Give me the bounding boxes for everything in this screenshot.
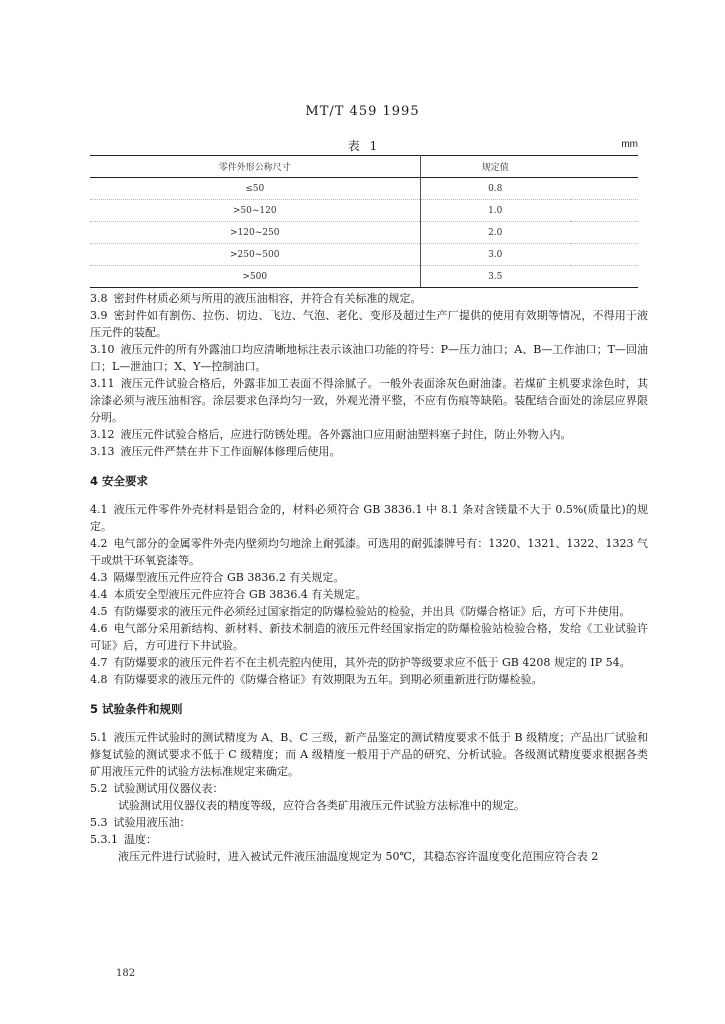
table-unit: mm — [621, 139, 638, 150]
clause-3-8: 3.8 密封件材质必须与所用的液压油相容，并符合有关标准的规定。 — [90, 292, 422, 305]
clause-5-2: 5.2 试验测试用仪器仪表： — [90, 782, 224, 795]
tolerance-table — [90, 155, 638, 288]
table-row — [90, 266, 638, 288]
table-cell-value: 0.8 — [420, 178, 570, 200]
clause-3-12: 3.12 液压元件试验合格后，应进行防锈处理。各外露油口应用耐油塑料塞子封住，防止外物入内。 — [90, 428, 572, 441]
standard-header: MT/T 459 1995 — [305, 104, 420, 119]
clause-4-7: 4.7 有防爆要求的液压元件若不在主机壳腔内使用，其外壳的防护等级要求应不低于 GB 4208 规定的 IP 54。 — [90, 656, 631, 669]
clause-4-2: 4.2 电气部分的金属零件外壳内壁须均匀地涂上耐弧漆。可选用的耐弧漆牌号有：1320、1321、1322、1323 气干或烘干环氧瓷漆等。 — [90, 537, 648, 567]
clause-4-6: 4.6 电气部分采用新结构、新材料、新技术制造的液压元件经国家指定的防爆检验站检验合格，发给《工业试验许可证》后，方可进行下井试验。 — [90, 622, 648, 652]
table-cell-value: 3.5 — [420, 266, 570, 288]
table-cell-size: ≤50 — [90, 178, 420, 200]
table-row — [90, 200, 638, 222]
table-cell-value: 3.0 — [420, 244, 570, 266]
clause-4-3: 4.3 隔爆型液压元件应符合 GB 3836.2 有关规定。 — [90, 571, 345, 584]
clause-4-1: 4.1 液压元件零件外壳材料是铝合金的，材料必须符合 GB 3836.1 中 8.1 条对含镁量不大于 0.5%(质量比)的规定。 — [90, 503, 648, 533]
table-cell-value: 1.0 — [420, 200, 570, 222]
table-cell-size: >50~120 — [90, 200, 420, 222]
clause-3-11: 3.11 液压元件试验合格后，外露非加工表面不得涂腻子。一般外表面涂灰色耐油漆。若煤矿主机要求涂色时，其涂漆必须与液压油相容。涂层要求色泽均匀一致，外观光滑平整，不应有伤痕等缺陷。装配结合面处的涂层应界限分明。 — [90, 377, 648, 424]
section-4-heading: 4 安全要求 — [90, 474, 149, 488]
clause-4-4: 4.4 本质安全型液压元件应符合 GB 3836.4 有关规定。 — [90, 588, 367, 601]
clause-4-5: 4.5 有防爆要求的液压元件必须经过国家指定的防爆检验站的检验，并出具《防爆合格证》后，方可下井使用。 — [90, 605, 631, 618]
table-row — [90, 244, 638, 266]
table-row — [90, 222, 638, 244]
section-5-heading: 5 试验条件和规则 — [90, 702, 183, 716]
table-header-row — [90, 156, 638, 178]
table-title: 表 1 — [347, 139, 381, 153]
clause-4-8: 4.8 有防爆要求的液压元件的《防爆合格证》有效期限为五年。到期必须重新进行防爆检验。 — [90, 673, 543, 686]
clause-5-3-1: 5.3.1 温度： — [90, 833, 157, 846]
table-cell-size: >120~250 — [90, 222, 420, 244]
document-body — [90, 290, 648, 865]
clause-5-1: 5.1 液压元件试验时的测试精度为 A、B、C 三级，新产品鉴定的测试精度要求不低于 B 级精度；产品出厂试验和修复试验的测试要求不低于 C 级精度；而 A 级精度一般用于产品的研究、分析试验。各级测试精度要求根据各类矿用液压元件的试验方法标准规定来确定。 — [90, 731, 648, 778]
table-cell-value: 2.0 — [420, 222, 570, 244]
clause-5-3-1-body: 液压元件进行试验时，进入被试元件液压油温度规定为 50℃，其稳态容许温度变化范围应符合表 2 — [118, 850, 599, 863]
page-number: 182 — [116, 968, 136, 979]
table-cell-size: >250~500 — [90, 244, 420, 266]
table-cell-size: >500 — [90, 266, 420, 288]
table-caption-row — [90, 137, 638, 153]
clause-3-10: 3.10 液压元件的所有外露油口均应清晰地标注表示该油口功能的符号：P—压力油口；A、B—工作油口；T—回油口；L—泄油口；X、Y—控制油口。 — [90, 343, 648, 373]
column-header-empty — [570, 156, 638, 178]
column-header-value: 规定值 — [420, 156, 570, 178]
clause-5-2-body: 试验测试用仪器仪表的精度等级，应符合各类矿用液压元件试验方法标准中的规定。 — [118, 799, 525, 812]
table-row — [90, 178, 638, 200]
clause-5-3: 5.3 试验用液压油： — [90, 816, 191, 829]
column-header-size: 零件外形公称尺寸 — [90, 156, 420, 178]
clause-3-9: 3.9 密封件如有割伤、拉伤、切边、飞边、气泡、老化、变形及超过生产厂提供的使用有效期等情况，不得用于液压元件的装配。 — [90, 309, 648, 339]
clause-3-13: 3.13 液压元件严禁在井下工作面解体修理后使用。 — [90, 445, 341, 458]
